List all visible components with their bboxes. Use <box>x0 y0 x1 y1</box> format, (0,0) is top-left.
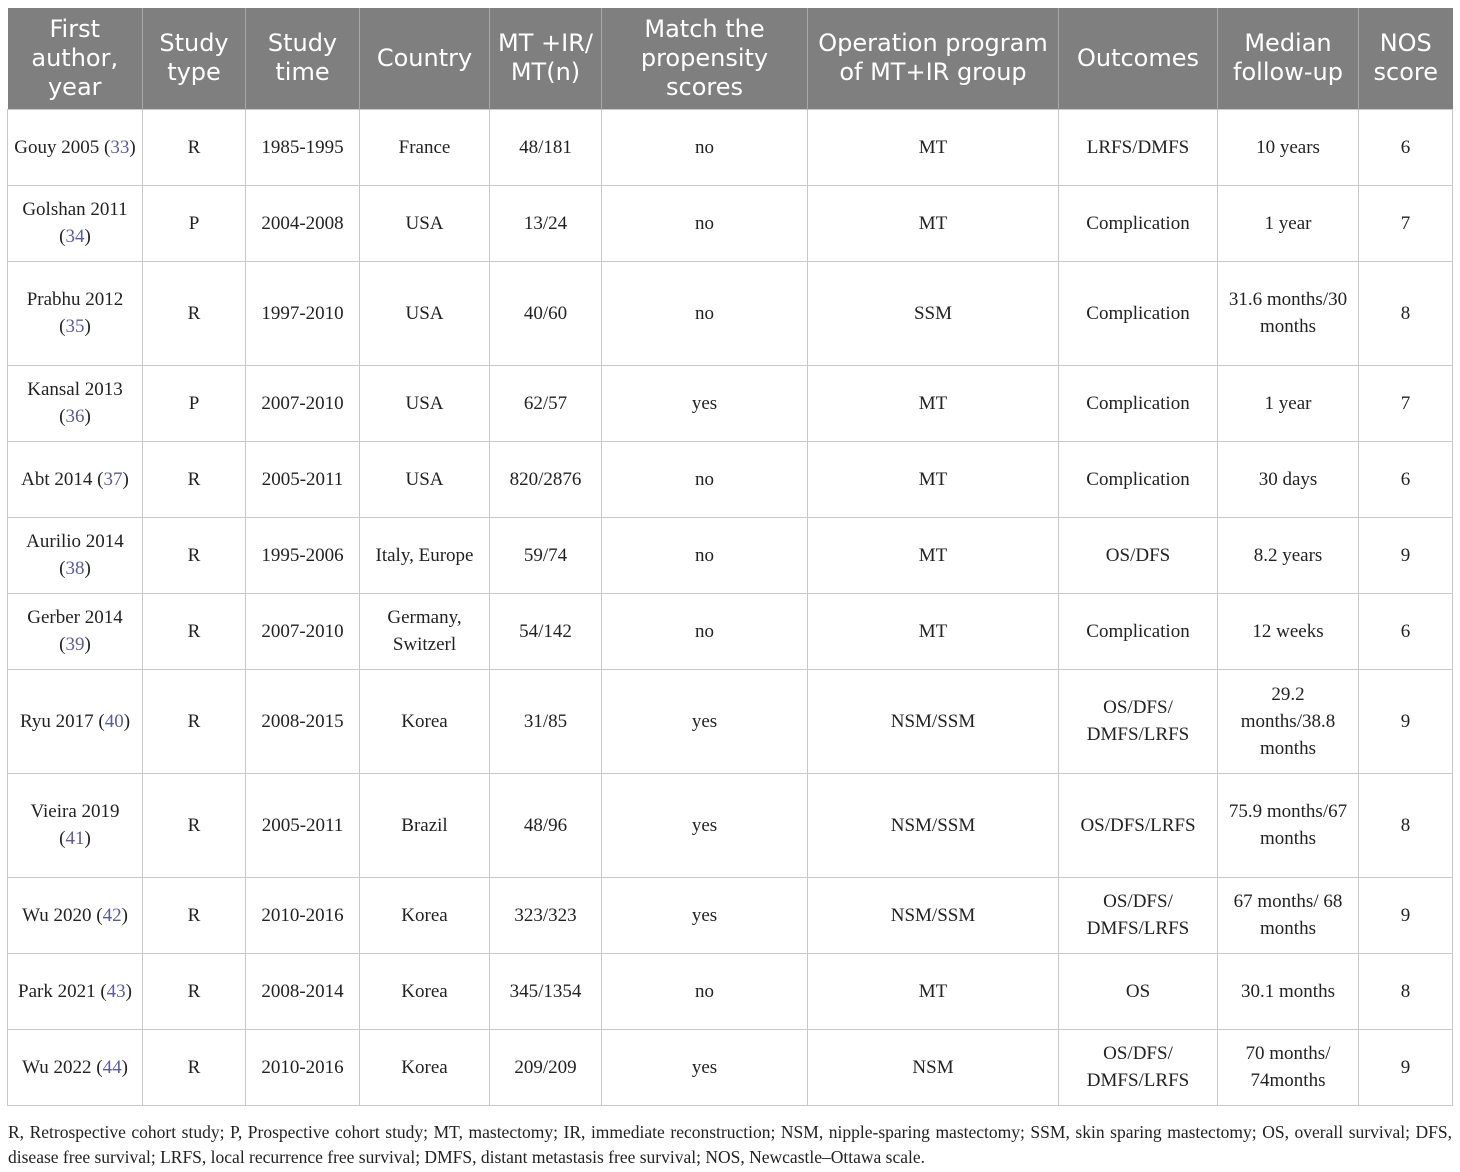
cell-country: Korea <box>360 953 490 1029</box>
cell-outcomes: Complication <box>1059 185 1218 261</box>
cell-study-time: 2008-2014 <box>246 953 360 1029</box>
reference-link[interactable]: 35 <box>65 316 85 337</box>
cell-operation-program: NSM/SSM <box>808 773 1059 877</box>
author-text: Aurilio 2014 <box>26 531 124 552</box>
cell-study-type: R <box>143 109 246 185</box>
reference-link[interactable]: 44 <box>102 1056 122 1078</box>
author-text: Ryu 2017 <box>19 710 94 732</box>
header-row <box>8 8 1453 109</box>
table-footnote: R, Retrospective cohort study; P, Prospective cohort study; MT, mastectomy; IR, immediate reconstruction; NSM, nipple-sparing mastectomy; SSM, skin sparing mastectomy; OS, overall survival; DFS, disease free survival; LRFS, local recurrence free survival; DMFS, distant metastasis free survival; NOS, Newcastle–Ottawa scale. <box>8 1122 1452 1167</box>
cell-nos-score: 9 <box>1359 877 1453 953</box>
cell-study-time: 1995-2006 <box>246 517 360 593</box>
cell-propensity-match: no <box>602 185 808 261</box>
cell-first-author: Gouy 2005 (33) <box>8 109 143 185</box>
table-row <box>8 669 1453 773</box>
cell-operation-program: MT <box>808 185 1059 261</box>
reference-link[interactable]: 34 <box>65 226 85 247</box>
reference-link[interactable]: 43 <box>106 980 126 1002</box>
cell-propensity-match: no <box>602 261 808 365</box>
table-row <box>8 109 1453 185</box>
table-body <box>8 109 1453 1105</box>
cell-median-follow-up: 8.2 years <box>1218 517 1359 593</box>
cell-outcomes: Complication <box>1059 593 1218 669</box>
cell-nos-score: 9 <box>1359 669 1453 773</box>
cell-country: Brazil <box>360 773 490 877</box>
cell-study-type: R <box>143 953 246 1029</box>
cell-median-follow-up: 1 year <box>1218 185 1359 261</box>
cell-nos-score: 6 <box>1359 593 1453 669</box>
table-row <box>8 593 1453 669</box>
cell-median-follow-up: 29.2 months/38.8 months <box>1218 669 1359 773</box>
cell-study-time: 2007-2010 <box>246 365 360 441</box>
cell-first-author: Vieira 2019 (41) <box>8 773 143 877</box>
cell-first-author: Abt 2014 (37) <box>8 441 143 517</box>
author-text: Wu 2020 <box>22 904 92 926</box>
table-row <box>8 1029 1453 1105</box>
reference-link[interactable]: 39 <box>65 634 85 655</box>
header-nos-score: NOS score <box>1359 8 1453 109</box>
cell-country: Korea <box>360 1029 490 1105</box>
cell-sample-size: 345/1354 <box>490 953 602 1029</box>
cell-outcomes: Complication <box>1059 441 1218 517</box>
cell-propensity-match: yes <box>602 877 808 953</box>
cell-study-time: 1997-2010 <box>246 261 360 365</box>
cell-propensity-match: yes <box>602 365 808 441</box>
cell-study-type: P <box>143 185 246 261</box>
cell-country: USA <box>360 365 490 441</box>
cell-nos-score: 6 <box>1359 441 1453 517</box>
table-row <box>8 441 1453 517</box>
cell-first-author: Kansal 2013 (36) <box>8 365 143 441</box>
cell-country: Italy, Europe <box>360 517 490 593</box>
cell-nos-score: 8 <box>1359 773 1453 877</box>
cell-study-type: P <box>143 365 246 441</box>
reference-link[interactable]: 40 <box>104 710 124 732</box>
cell-study-type: R <box>143 261 246 365</box>
cell-first-author: Golshan 2011 (34) <box>8 185 143 261</box>
cell-study-type: R <box>143 669 246 773</box>
author-text: Golshan 2011 <box>22 199 128 220</box>
cell-outcomes: OS/DFS/LRFS <box>1059 773 1218 877</box>
cell-country: Korea <box>360 877 490 953</box>
cell-country: USA <box>360 261 490 365</box>
reference-link[interactable]: 38 <box>65 558 85 579</box>
header-sample-size: MT +IR/ MT(n) <box>490 8 602 109</box>
cell-study-time: 2008-2015 <box>246 669 360 773</box>
cell-outcomes: OS/DFS <box>1059 517 1218 593</box>
cell-sample-size: 31/85 <box>490 669 602 773</box>
cell-sample-size: 323/323 <box>490 877 602 953</box>
cell-propensity-match: yes <box>602 669 808 773</box>
cell-first-author: Wu 2020 (42) <box>8 877 143 953</box>
cell-first-author: Aurilio 2014 (38) <box>8 517 143 593</box>
cell-outcomes: OS/DFS/ DMFS/LRFS <box>1059 669 1218 773</box>
header-operation-program: Operation program of MT+IR group <box>808 8 1059 109</box>
cell-median-follow-up: 70 months/ 74months <box>1218 1029 1359 1105</box>
cell-study-time: 1985-1995 <box>246 109 360 185</box>
reference-link[interactable]: 33 <box>110 136 130 158</box>
cell-study-time: 2004-2008 <box>246 185 360 261</box>
table-row <box>8 365 1453 441</box>
header-study-type: Study type <box>143 8 246 109</box>
cell-median-follow-up: 30.1 months <box>1218 953 1359 1029</box>
cell-operation-program: MT <box>808 593 1059 669</box>
table-row <box>8 953 1453 1029</box>
reference-link[interactable]: 36 <box>65 406 85 427</box>
cell-study-time: 2010-2016 <box>246 1029 360 1105</box>
cell-median-follow-up: 67 months/ 68 months <box>1218 877 1359 953</box>
author-text: Kansal 2013 <box>27 379 123 400</box>
cell-study-time: 2010-2016 <box>246 877 360 953</box>
cell-sample-size: 209/209 <box>490 1029 602 1105</box>
cell-propensity-match: yes <box>602 1029 808 1105</box>
cell-operation-program: MT <box>808 953 1059 1029</box>
cell-propensity-match: no <box>602 109 808 185</box>
cell-outcomes: OS/DFS/ DMFS/LRFS <box>1059 1029 1218 1105</box>
header-median-follow-up: Median follow-up <box>1218 8 1359 109</box>
cell-first-author: Prabhu 2012 (35) <box>8 261 143 365</box>
cell-country: Germany, Switzerl <box>360 593 490 669</box>
cell-operation-program: NSM/SSM <box>808 669 1059 773</box>
reference-link[interactable]: 37 <box>103 468 123 490</box>
cell-first-author: Park 2021 (43) <box>8 953 143 1029</box>
cell-study-type: R <box>143 517 246 593</box>
cell-study-type: R <box>143 1029 246 1105</box>
cell-study-time: 2005-2011 <box>246 441 360 517</box>
cell-operation-program: MT <box>808 441 1059 517</box>
cell-country: France <box>360 109 490 185</box>
cell-outcomes: OS/DFS/ DMFS/LRFS <box>1059 877 1218 953</box>
table-row <box>8 877 1453 953</box>
cell-sample-size: 59/74 <box>490 517 602 593</box>
header-study-time: Study time <box>246 8 360 109</box>
cell-study-time: 2005-2011 <box>246 773 360 877</box>
cell-sample-size: 62/57 <box>490 365 602 441</box>
cell-operation-program: NSM/SSM <box>808 877 1059 953</box>
cell-sample-size: 48/96 <box>490 773 602 877</box>
cell-first-author: Ryu 2017 (40) <box>8 669 143 773</box>
author-text: Gouy 2005 <box>14 136 100 158</box>
cell-study-type: R <box>143 773 246 877</box>
cell-outcomes: Complication <box>1059 365 1218 441</box>
table-row <box>8 185 1453 261</box>
cell-propensity-match: no <box>602 517 808 593</box>
reference-link[interactable]: 42 <box>102 904 122 926</box>
study-characteristics-table <box>7 8 1453 1106</box>
table-row <box>8 261 1453 365</box>
cell-outcomes: OS <box>1059 953 1218 1029</box>
cell-nos-score: 7 <box>1359 185 1453 261</box>
author-text: Vieira 2019 <box>30 801 120 822</box>
cell-median-follow-up: 1 year <box>1218 365 1359 441</box>
cell-country: Korea <box>360 669 490 773</box>
cell-sample-size: 820/2876 <box>490 441 602 517</box>
author-text: Gerber 2014 <box>27 607 123 628</box>
cell-first-author: Wu 2022 (44) <box>8 1029 143 1105</box>
table-row <box>8 773 1453 877</box>
author-text: Abt 2014 <box>21 468 93 490</box>
cell-nos-score: 8 <box>1359 953 1453 1029</box>
cell-operation-program: MT <box>808 365 1059 441</box>
author-text: Park 2021 <box>18 980 96 1002</box>
cell-operation-program: NSM <box>808 1029 1059 1105</box>
cell-nos-score: 9 <box>1359 517 1453 593</box>
reference-link[interactable]: 41 <box>65 828 85 849</box>
cell-propensity-match: no <box>602 953 808 1029</box>
cell-nos-score: 8 <box>1359 261 1453 365</box>
cell-operation-program: MT <box>808 109 1059 185</box>
header-first-author: First author, year <box>8 8 143 109</box>
cell-study-time: 2007-2010 <box>246 593 360 669</box>
cell-propensity-match: yes <box>602 773 808 877</box>
cell-country: USA <box>360 185 490 261</box>
cell-study-type: R <box>143 441 246 517</box>
cell-sample-size: 40/60 <box>490 261 602 365</box>
cell-median-follow-up: 10 years <box>1218 109 1359 185</box>
cell-study-type: R <box>143 877 246 953</box>
header-propensity-match: Match the propensity scores <box>602 8 808 109</box>
table-row <box>8 517 1453 593</box>
cell-nos-score: 6 <box>1359 109 1453 185</box>
cell-country: USA <box>360 441 490 517</box>
cell-sample-size: 54/142 <box>490 593 602 669</box>
cell-operation-program: SSM <box>808 261 1059 365</box>
cell-median-follow-up: 30 days <box>1218 441 1359 517</box>
author-text: Prabhu 2012 <box>26 289 124 310</box>
cell-propensity-match: no <box>602 441 808 517</box>
cell-first-author: Gerber 2014 (39) <box>8 593 143 669</box>
header-country: Country <box>360 8 490 109</box>
cell-outcomes: Complication <box>1059 261 1218 365</box>
cell-sample-size: 13/24 <box>490 185 602 261</box>
cell-median-follow-up: 31.6 months/30 months <box>1218 261 1359 365</box>
cell-nos-score: 7 <box>1359 365 1453 441</box>
cell-study-type: R <box>143 593 246 669</box>
cell-median-follow-up: 12 weeks <box>1218 593 1359 669</box>
cell-outcomes: LRFS/DMFS <box>1059 109 1218 185</box>
cell-propensity-match: no <box>602 593 808 669</box>
cell-sample-size: 48/181 <box>490 109 602 185</box>
cell-operation-program: MT <box>808 517 1059 593</box>
author-text: Wu 2022 <box>22 1056 92 1078</box>
cell-median-follow-up: 75.9 months/67 months <box>1218 773 1359 877</box>
header-outcomes: Outcomes <box>1059 8 1218 109</box>
cell-nos-score: 9 <box>1359 1029 1453 1105</box>
